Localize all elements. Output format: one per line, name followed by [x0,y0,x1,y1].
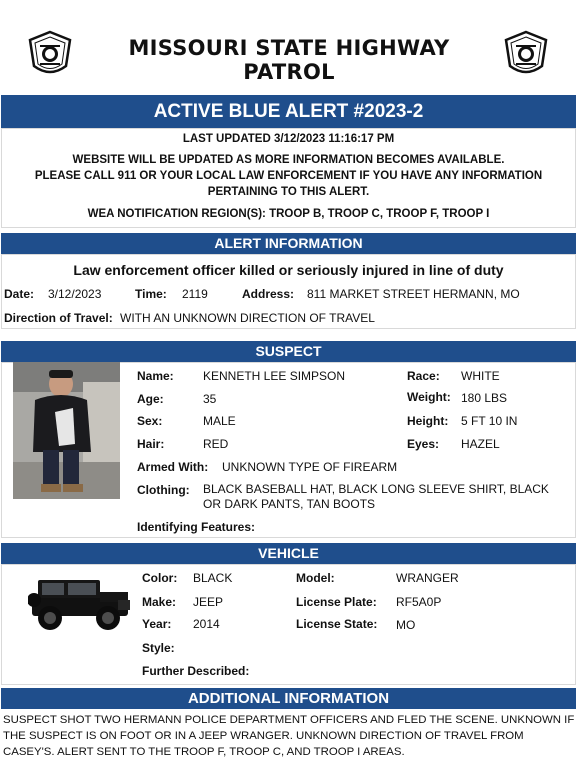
notice-line: PERTAINING TO THIS ALERT. [207,186,370,198]
suspect-eyes-label: Eyes: [407,437,440,451]
suspect-weight-label: Weight: [407,390,451,404]
additional-information-text: SUSPECT SHOT TWO HERMANN POLICE DEPARTMENT OFFICERS AND FLED THE SCENE. UNKNOWN IF THE SUSPECT IS ON FOOT OR IN A JEEP WRANGER. UNKNOWN DIRECTION OF TRAVEL FROM CASEY'S. ALERT SENT TO THE TROOP F, TROOP C, AND TROOP I AREAS. [3,714,575,758]
vehicle-color: BLACK [193,571,233,585]
agency-name: MISSOURI STATE HIGHWAY PATROL [128,36,450,84]
wea-regions: WEA NOTIFICATION REGION(S): TROOP B, TROOP C, TROOP F, TROOP I [87,208,490,220]
vehicle-model: WRANGER [396,571,459,585]
suspect-bar: SUSPECT [1,341,576,362]
date-value: 3/12/2023 [48,287,102,301]
notice-line: WEBSITE WILL BE UPDATED AS MORE INFORMATION BECOMES AVAILABLE. [72,154,505,166]
suspect-height: 5 FT 10 IN [461,414,518,428]
suspect-armed: UNKNOWN TYPE OF FIREARM [222,460,398,474]
suspect-hair: RED [203,437,229,451]
additional-information-bar: ADDITIONAL INFORMATION [1,688,576,709]
suspect-sex: MALE [203,414,236,428]
vehicle-state-label: License State: [296,617,378,631]
date-label: Date: [4,287,35,301]
suspect-race: WHITE [461,369,500,383]
time-label: Time: [135,287,167,301]
suspect-clothing-label: Clothing: [137,483,190,497]
suspect-name: KENNETH LEE SIMPSON [203,369,346,383]
notice-line: PLEASE CALL 911 OR YOUR LOCAL LAW ENFORCEMENT IF YOU HAVE ANY INFORMATION [34,170,543,182]
suspect-photo [13,362,120,499]
vehicle-bar: VEHICLE [1,543,576,564]
direction-value: WITH AN UNKNOWN DIRECTION OF TRAVEL [120,311,375,325]
vehicle-style-label: Style: [142,641,175,655]
patrol-seal-logo [26,30,74,78]
address-label: Address: [242,287,295,301]
suspect-weight: 180 LBS [461,391,508,405]
vehicle-make: JEEP [193,595,224,609]
vehicle-make-label: Make: [142,595,177,609]
incident-headline: Law enforcement officer killed or seriously injured in line of duty [73,262,504,278]
alert-notice-box [1,128,576,228]
suspect-hair-label: Hair: [137,437,165,451]
last-updated: LAST UPDATED 3/12/2023 11:16:17 PM [182,133,395,145]
suspect-race-label: Race: [407,369,440,383]
page-header [0,0,577,92]
vehicle-year-label: Year: [142,617,172,631]
alert-information-bar: ALERT INFORMATION [1,233,576,254]
vehicle-state: MO [396,618,416,632]
vehicle-model-label: Model: [296,571,335,585]
suspect-eyes: HAZEL [461,437,500,451]
direction-label: Direction of Travel: [4,311,113,325]
suspect-clothing: BLACK BASEBALL HAT, BLACK LONG SLEEVE SHIRT, BLACK OR DARK PANTS, TAN BOOTS [203,482,549,511]
alert-information-box [1,254,576,329]
suspect-age: 35 [203,392,217,406]
vehicle-plate: RF5A0P [396,595,442,609]
suspect-photo-image [13,362,120,499]
suspect-sex-label: Sex: [137,414,163,428]
vehicle-plate-label: License Plate: [296,595,377,609]
suspect-features-label: Identifying Features: [137,520,256,534]
vehicle-year: 2014 [193,617,220,631]
alert-title-bar: ACTIVE BLUE ALERT #2023-2 [1,95,576,128]
vehicle-further-label: Further Described: [142,664,250,678]
jeep-vehicle-image [28,570,132,636]
suspect-age-label: Age: [137,392,164,406]
suspect-armed-label: Armed With: [137,460,209,474]
vehicle-color-label: Color: [142,571,178,585]
suspect-name-label: Name: [137,369,174,383]
time-value: 2119 [182,287,208,301]
patrol-seal-logo [502,30,550,78]
address-value: 811 MARKET STREET HERMANN, MO [307,287,520,301]
suspect-height-label: Height: [407,414,449,428]
